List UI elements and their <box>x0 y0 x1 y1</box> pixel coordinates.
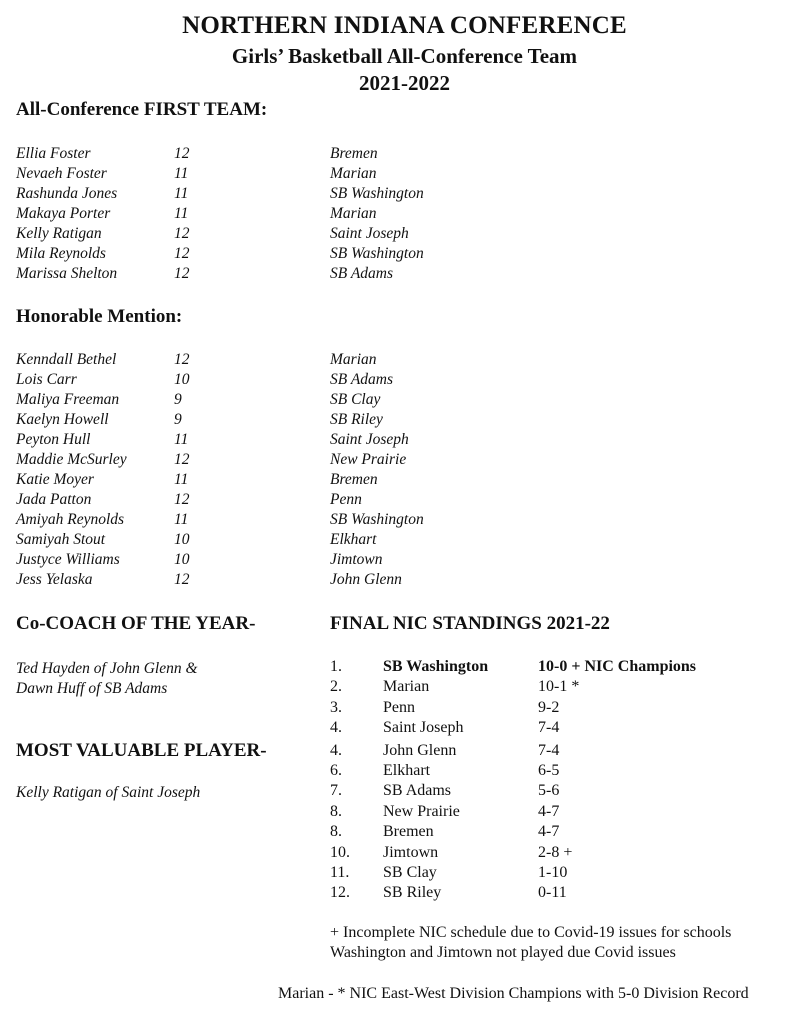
covid-note-line-1: + Incomplete NIC schedule due to Covid-19 issues for schools <box>330 924 732 941</box>
honorable-mention-heading: Honorable Mention: <box>16 306 183 327</box>
standing-rank: 7. <box>330 782 342 800</box>
standing-team: SB Clay <box>383 863 437 881</box>
player-grade: 12 <box>174 571 190 588</box>
player-grade: 9 <box>174 391 182 408</box>
standing-record: 4-7 <box>538 823 560 841</box>
mvp-name: Kelly Ratigan of Saint Joseph <box>16 784 201 801</box>
player-grade: 10 <box>174 531 190 548</box>
standing-team: Bremen <box>383 823 434 841</box>
coach-line-1: Ted Hayden of John Glenn & <box>16 660 198 677</box>
standing-team: Saint Joseph <box>383 719 464 737</box>
player-school: Bremen <box>330 145 378 162</box>
player-name: Kenndall Bethel <box>16 351 117 368</box>
player-name: Ellia Foster <box>16 145 91 162</box>
player-school: New Prairie <box>330 451 407 468</box>
player-school: Bremen <box>330 471 378 488</box>
player-name: Katie Moyer <box>16 471 94 488</box>
player-school: John Glenn <box>330 571 402 588</box>
standing-team: SB Adams <box>383 782 452 800</box>
standing-team: Penn <box>383 698 415 716</box>
player-grade: 12 <box>174 145 190 162</box>
standing-rank: 3. <box>330 698 342 716</box>
player-name: Peyton Hull <box>16 431 91 448</box>
standing-rank: 2. <box>330 678 342 696</box>
standing-rank: 8. <box>330 823 342 841</box>
standing-rank: 4. <box>330 719 342 737</box>
player-grade: 11 <box>174 431 189 448</box>
standing-team: Jimtown <box>383 843 439 861</box>
standing-record: 0-11 <box>538 884 567 902</box>
player-school: SB Clay <box>330 391 381 408</box>
player-school: Saint Joseph <box>330 431 409 448</box>
player-name: Mila Reynolds <box>16 245 106 262</box>
standing-record: 2-8 + <box>538 843 573 861</box>
standing-team: New Prairie <box>383 802 460 820</box>
standing-team: Elkhart <box>383 761 431 779</box>
standing-rank: 10. <box>330 843 350 861</box>
player-name: Makaya Porter <box>16 205 111 222</box>
standing-rank: 1. <box>330 658 342 675</box>
player-school: Elkhart <box>330 531 377 548</box>
standing-team: John Glenn <box>383 741 457 759</box>
standing-record: 5-6 <box>538 782 560 800</box>
player-name: Jada Patton <box>16 491 92 508</box>
player-grade: 12 <box>174 351 190 368</box>
standing-rank: 11. <box>330 863 350 881</box>
player-name: Maliya Freeman <box>16 391 120 408</box>
player-school: Saint Joseph <box>330 225 409 242</box>
player-school: SB Adams <box>330 265 394 282</box>
player-grade: 11 <box>174 185 189 202</box>
player-grade: 10 <box>174 371 190 388</box>
standing-record: 6-5 <box>538 761 560 779</box>
player-name: Samiyah Stout <box>16 531 106 548</box>
player-grade: 12 <box>174 225 190 242</box>
conference-title: NORTHERN INDIANA CONFERENCE <box>182 12 627 39</box>
first-team-heading: All-Conference FIRST TEAM: <box>16 99 268 120</box>
standing-rank: 6. <box>330 761 342 779</box>
player-grade: 11 <box>174 471 189 488</box>
player-grade: 12 <box>174 265 190 282</box>
player-grade: 12 <box>174 491 190 508</box>
player-name: Nevaeh Foster <box>16 165 107 182</box>
standing-record: 7-4 <box>538 741 560 759</box>
standing-record: 10-0 + NIC Champions <box>538 658 697 675</box>
player-name: Kelly Ratigan <box>16 225 102 242</box>
player-school: SB Riley <box>330 411 383 428</box>
team-subtitle: Girls’ Basketball All-Conference Team <box>231 44 578 68</box>
player-school: Marian <box>330 165 377 182</box>
season-year: 2021-2022 <box>359 71 450 95</box>
player-school: Penn <box>330 491 362 508</box>
standing-team: SB Washington <box>383 658 489 675</box>
player-school: SB Washington <box>330 185 424 202</box>
player-grade: 11 <box>174 205 189 222</box>
player-school: SB Washington <box>330 245 424 262</box>
covid-note-line-2: Washington and Jimtown not played due Covid issues <box>330 944 676 961</box>
player-name: Maddie McSurley <box>16 451 127 468</box>
player-name: Lois Carr <box>16 371 77 388</box>
standing-team: Marian <box>383 678 430 696</box>
player-grade: 11 <box>174 511 189 528</box>
standing-record: 9-2 <box>538 698 560 716</box>
player-grade: 12 <box>174 451 190 468</box>
standing-rank: 8. <box>330 802 342 820</box>
player-school: Marian <box>330 205 377 222</box>
standing-record: 4-7 <box>538 802 560 820</box>
standing-record: 10-1 * <box>538 678 580 696</box>
standing-record: 1-10 <box>538 863 568 881</box>
coach-line-2: Dawn Huff of SB Adams <box>16 680 168 697</box>
standing-record: 7-4 <box>538 719 560 737</box>
player-name: Amiyah Reynolds <box>16 511 125 528</box>
player-grade: 11 <box>174 165 189 182</box>
player-school: SB Adams <box>330 371 394 388</box>
player-grade: 9 <box>174 411 182 428</box>
player-name: Rashunda Jones <box>16 185 118 202</box>
mvp-heading: MOST VALUABLE PLAYER- <box>16 740 267 761</box>
standing-rank: 4. <box>330 741 342 759</box>
player-school: SB Washington <box>330 511 424 528</box>
player-school: Marian <box>330 351 377 368</box>
standings-heading: FINAL NIC STANDINGS 2021-22 <box>330 613 610 634</box>
player-school: Jimtown <box>330 551 383 568</box>
standing-rank: 12. <box>330 884 350 902</box>
division-champions-footnote: Marian - * NIC East-West Division Champions with 5-0 Division Record <box>278 985 749 1002</box>
standing-team: SB Riley <box>383 884 442 902</box>
player-name: Kaelyn Howell <box>16 411 109 428</box>
player-name: Marissa Shelton <box>16 265 118 282</box>
player-name: Justyce Williams <box>16 551 120 568</box>
player-name: Jess Yelaska <box>16 571 93 588</box>
player-grade: 12 <box>174 245 190 262</box>
player-grade: 10 <box>174 551 190 568</box>
coach-of-year-heading: Co-COACH OF THE YEAR- <box>16 613 256 634</box>
